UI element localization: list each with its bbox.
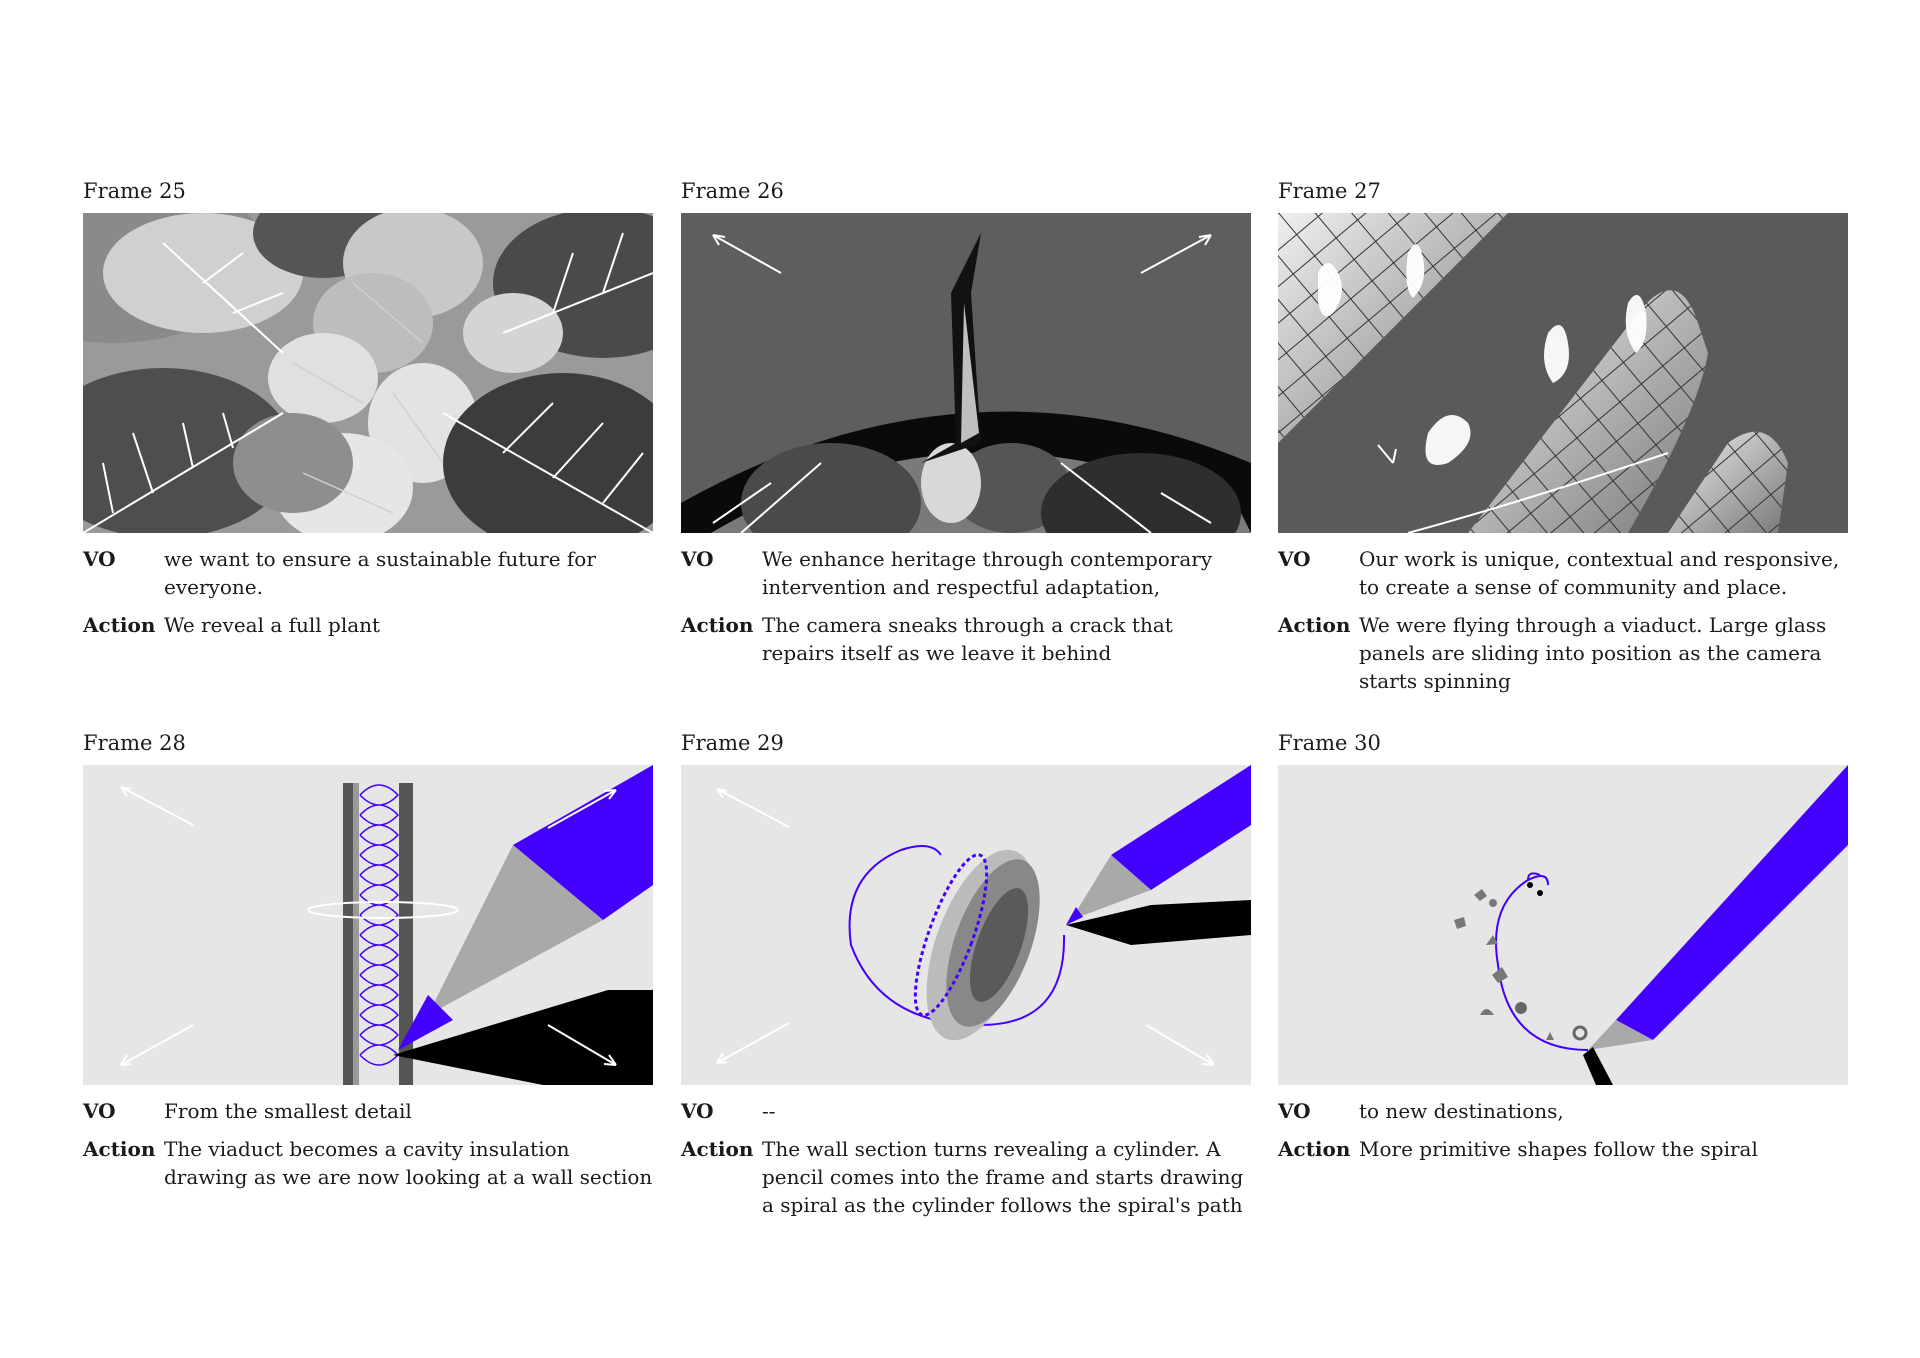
storyboard-frame-27 <box>1278 178 1848 695</box>
vo-row <box>83 1097 653 1125</box>
action-text: The viaduct becomes a cavity insulation drawing as we are now looking at a wall section <box>164 1137 653 1189</box>
action-row <box>83 1135 653 1191</box>
vo-label: VO <box>1278 547 1311 571</box>
action-text: We were flying through a viaduct. Large glass panels are sliding into position as the camera starts spinning <box>1359 613 1827 693</box>
action-label: Action <box>1278 613 1351 637</box>
action-row <box>1278 1135 1848 1163</box>
action-label: Action <box>681 1137 754 1161</box>
vo-label: VO <box>681 1099 714 1123</box>
action-text: The wall section turns revealing a cylinder. A pencil comes into the frame and starts drawing a spiral as the cylinder follows the spiral's path <box>762 1137 1244 1217</box>
action-label: Action <box>681 613 754 637</box>
frame-title: Frame 29 <box>681 731 784 755</box>
cylinder-spiral-illustration <box>681 765 1251 1085</box>
leaf-illustration <box>83 213 653 533</box>
vo-text: -- <box>762 1099 776 1123</box>
spiral-shapes-illustration <box>1278 765 1848 1085</box>
frame-image <box>681 765 1251 1085</box>
frame-title: Frame 26 <box>681 179 784 203</box>
action-row <box>681 611 1251 667</box>
storyboard-frame-30 <box>1278 730 1848 1163</box>
crack-illustration <box>681 213 1251 533</box>
vo-row <box>1278 1097 1848 1125</box>
action-text: The camera sneaks through a crack that repairs itself as we leave it behind <box>762 613 1173 665</box>
storyboard-frame-28 <box>83 730 653 1191</box>
frame-image <box>83 213 653 533</box>
vo-text: From the smallest detail <box>164 1099 412 1123</box>
action-text: More primitive shapes follow the spiral <box>1359 1137 1758 1161</box>
action-label: Action <box>83 1137 156 1161</box>
vo-row <box>681 1097 1251 1125</box>
action-row <box>1278 611 1848 695</box>
wall-section-illustration <box>83 765 653 1085</box>
vo-label: VO <box>681 547 714 571</box>
vo-text: Our work is unique, contextual and responsive, to create a sense of community and place. <box>1359 547 1840 599</box>
vo-row <box>681 545 1251 601</box>
vo-text: we want to ensure a sustainable future for everyone. <box>164 547 596 599</box>
frame-image <box>83 765 653 1085</box>
frame-title: Frame 30 <box>1278 731 1381 755</box>
action-text: We reveal a full plant <box>164 613 381 637</box>
vo-text: We enhance heritage through contemporary intervention and respectful adaptation, <box>762 547 1213 599</box>
vo-row <box>83 545 653 601</box>
storyboard-frame-26 <box>681 178 1251 667</box>
vo-text: to new destinations, <box>1359 1099 1564 1123</box>
action-label: Action <box>1278 1137 1351 1161</box>
vo-label: VO <box>83 1099 116 1123</box>
storyboard-frame-29 <box>681 730 1251 1219</box>
vo-label: VO <box>83 547 116 571</box>
action-label: Action <box>83 613 156 637</box>
action-row <box>83 611 653 639</box>
frame-image <box>681 213 1251 533</box>
storyboard-frame-25 <box>83 178 653 639</box>
vo-row <box>1278 545 1848 601</box>
frame-title: Frame 25 <box>83 179 186 203</box>
frame-image <box>1278 765 1848 1085</box>
viaduct-illustration <box>1278 213 1848 533</box>
frame-image <box>1278 213 1848 533</box>
vo-label: VO <box>1278 1099 1311 1123</box>
frame-title: Frame 27 <box>1278 179 1381 203</box>
action-row <box>681 1135 1251 1219</box>
frame-title: Frame 28 <box>83 731 186 755</box>
